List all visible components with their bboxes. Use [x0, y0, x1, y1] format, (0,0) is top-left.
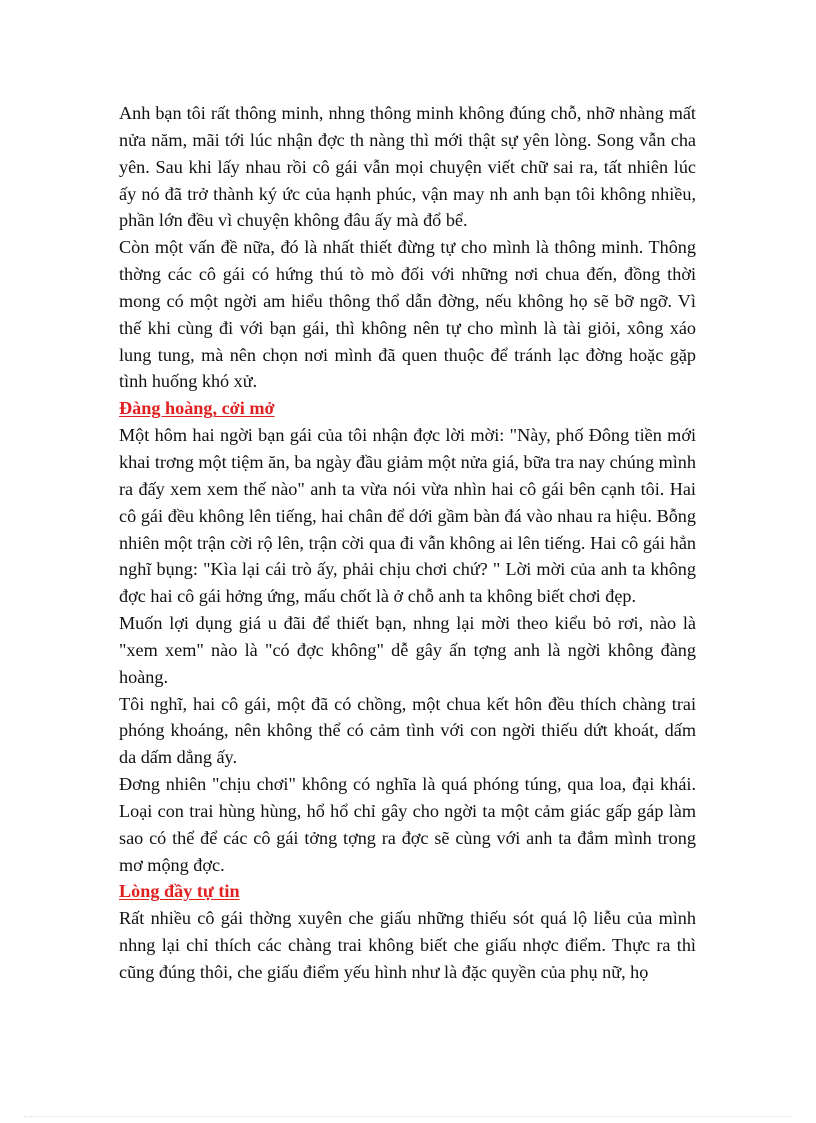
page-bottom-divider [24, 1116, 792, 1117]
paragraph-4: Muốn lợi dụng giá u đãi để thiết bạn, nhng lại mời theo kiểu bỏ rơi, nào là "xem xem" nào là "có đợc không" dễ gây ấn tợng anh là ngời không đàng hoàng. [119, 613, 696, 687]
paragraph-3: Một hôm hai ngời bạn gái của tôi nhận đợc lời mời: "Này, phố Đông tiền mới khai trơng một tiệm ăn, ba ngày đầu giảm một nửa giá, bữa tra nay chúng mình ra đấy xem xem thế nào" anh ta vừa nói vừa nhìn hai cô gái bên cạnh tôi. Hai cô gái đều không lên tiếng, hai chân để dới gầm bàn đá vào nhau ra hiệu. Bỗng nhiên một trận cời rộ lên, trận cời qua đi vẫn không ai lên tiếng. Hai cô gái hẳn nghĩ bụng: "Kìa lại cái trò ấy, phải chịu chơi chứ? " Lời mời của anh ta không đợc hai cô gái hởng ứng, mấu chốt là ở chỗ anh ta không biết chơi đẹp. [119, 425, 696, 607]
section-heading-dang-hoang: Đàng hoàng, cởi mở [119, 398, 275, 419]
section-heading-long-day-tu-tin: Lòng đầy tự tin [119, 881, 240, 902]
paragraph-7: Rất nhiều cô gái thờng xuyên che giấu những thiếu sót quá lộ liễu của mình nhng lại chỉ thích các chàng trai không biết che giấu nhợc điểm. Thực ra thì cũng đúng thôi, che giấu điểm yếu hình như là đặc quyền của phụ nữ, họ [119, 908, 696, 982]
paragraph-2: Còn một vấn đề nữa, đó là nhất thiết đừng tự cho mình là thông minh. Thông thờng các cô gái có hứng thú tò mò đối với những nơi chua đến, đồng thời mong có một ngời am hiểu thông thổ dẫn đờng, nếu không họ sẽ bỡ ngỡ. Vì thế khi cùng đi với bạn gái, thì không nên tự cho mình là tài giỏi, xông xáo lung tung, mà nên chọn nơi mình đã quen thuộc để tránh lạc đờng hoặc gặp tình huống khó xử. [119, 237, 696, 392]
paragraph-6: Đơng nhiên "chịu chơi" không có nghĩa là quá phóng túng, qua loa, đại khái. Loại con trai hùng hùng, hổ hổ chỉ gây cho ngời ta một cảm giác gấp gáp làm sao có thể để các cô gái tởng tợng ra đợc sẽ cùng với anh ta đắm mình trong mơ mộng đợc. [119, 774, 696, 875]
paragraph-1: Anh bạn tôi rất thông minh, nhng thông minh không đúng chỗ, nhỡ nhàng mất nửa năm, mãi tới lúc nhận đợc th nàng thì mới thật sự yên lòng. Song vẫn cha yên. Sau khi lấy nhau rồi cô gái vẫn mọi chuyện viết chữ sai ra, tất nhiên lúc ấy nó đã trở thành ký ức của hạnh phúc, vận may nh anh bạn tôi không nhiều, phần lớn đều vì chuyện không đâu ấy mà đổ bể. [119, 103, 696, 231]
paragraph-5: Tôi nghĩ, hai cô gái, một đã có chồng, một chua kết hôn đều thích chàng trai phóng khoáng, nên không thể có cảm tình với con ngời thiếu dứt khoát, dấm da dấm dẳng ấy. [119, 693, 696, 768]
